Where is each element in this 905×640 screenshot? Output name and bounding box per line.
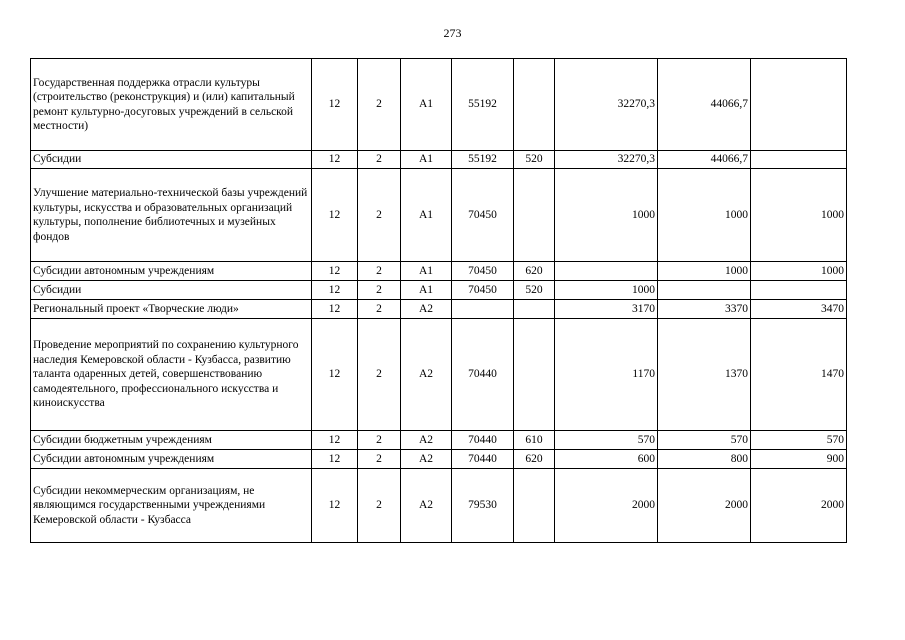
table-row [31,319,847,431]
code-cell: 55192 [452,151,514,169]
subsection-cell: 2 [358,431,401,450]
program-cell: А2 [401,469,452,543]
value-3-cell: 1470 [751,319,847,431]
value-1-cell: 3170 [555,300,658,319]
section-cell: 12 [312,450,358,469]
value-1-cell: 1170 [555,319,658,431]
section-cell: 12 [312,59,358,151]
code-cell: 70440 [452,431,514,450]
table-row [31,281,847,300]
value-2-cell: 44066,7 [658,59,751,151]
table-row [31,59,847,151]
value-3-cell [751,59,847,151]
row-name: Субсидии некоммерческим организациям, не являющимся государственными учреждениями Кемеровской области - Кузбасса [31,469,312,543]
value-2-cell: 3370 [658,300,751,319]
code-cell: 55192 [452,59,514,151]
code-cell: 70450 [452,262,514,281]
value-3-cell: 570 [751,431,847,450]
section-cell: 12 [312,262,358,281]
row-name: Субсидии автономным учреждениям [31,450,312,469]
program-cell: А2 [401,450,452,469]
table-row [31,450,847,469]
value-1-cell: 1000 [555,169,658,262]
subsection-cell: 2 [358,319,401,431]
code-cell: 70440 [452,319,514,431]
table-row [31,262,847,281]
program-cell: А1 [401,281,452,300]
subsection-cell: 2 [358,469,401,543]
subsection-cell: 2 [358,151,401,169]
subsection-cell: 2 [358,169,401,262]
value-3-cell [751,281,847,300]
program-cell: А1 [401,262,452,281]
type-cell [514,169,555,262]
page-number: 273 [443,26,462,40]
subsection-cell: 2 [358,300,401,319]
value-1-cell: 570 [555,431,658,450]
value-3-cell: 1000 [751,169,847,262]
section-cell: 12 [312,319,358,431]
code-cell: 70450 [452,281,514,300]
value-1-cell: 2000 [555,469,658,543]
value-1-cell: 1000 [555,281,658,300]
section-cell: 12 [312,469,358,543]
row-name: Проведение мероприятий по сохранению культурного наследия Кемеровской области - Кузбасса, развитию таланта одаренных детей, совершенствованию самодеятельного, профессионального искусства и киноискусства [31,319,312,431]
table-row [31,151,847,169]
type-cell [514,319,555,431]
section-cell: 12 [312,431,358,450]
budget-table [30,58,847,543]
value-3-cell: 2000 [751,469,847,543]
value-2-cell: 44066,7 [658,151,751,169]
value-2-cell [658,281,751,300]
value-2-cell: 570 [658,431,751,450]
type-cell [514,300,555,319]
value-1-cell: 32270,3 [555,151,658,169]
subsection-cell: 2 [358,262,401,281]
table-row [31,431,847,450]
subsection-cell: 2 [358,450,401,469]
table-row [31,169,847,262]
subsection-cell: 2 [358,281,401,300]
program-cell: А2 [401,319,452,431]
value-2-cell: 1000 [658,262,751,281]
program-cell: А1 [401,169,452,262]
program-cell: А1 [401,151,452,169]
row-name: Субсидии бюджетным учреждениям [31,431,312,450]
code-cell: 70450 [452,169,514,262]
code-cell [452,300,514,319]
value-1-cell: 32270,3 [555,59,658,151]
row-name: Улучшение материально-технической базы учреждений культуры, искусства и образовательных организаций культуры, пополнение библиотечных и музейных фондов [31,169,312,262]
value-3-cell: 3470 [751,300,847,319]
row-name: Субсидии автономным учреждениям [31,262,312,281]
value-1-cell [555,262,658,281]
subsection-cell: 2 [358,59,401,151]
section-cell: 12 [312,169,358,262]
section-cell: 12 [312,151,358,169]
value-2-cell: 800 [658,450,751,469]
type-cell: 520 [514,151,555,169]
type-cell: 610 [514,431,555,450]
program-cell: А2 [401,300,452,319]
value-2-cell: 1000 [658,169,751,262]
type-cell [514,469,555,543]
section-cell: 12 [312,281,358,300]
value-1-cell: 600 [555,450,658,469]
code-cell: 70440 [452,450,514,469]
table-row [31,300,847,319]
value-3-cell: 900 [751,450,847,469]
program-cell: А1 [401,59,452,151]
code-cell: 79530 [452,469,514,543]
row-name: Субсидии [31,281,312,300]
value-3-cell: 1000 [751,262,847,281]
section-cell: 12 [312,300,358,319]
row-name: Субсидии [31,151,312,169]
row-name: Региональный проект «Творческие люди» [31,300,312,319]
row-name: Государственная поддержка отрасли культуры (строительство (реконструкция) и (или) капитальный ремонт культурно-досуговых учреждений в сельской местности) [31,59,312,151]
type-cell: 620 [514,262,555,281]
value-2-cell: 2000 [658,469,751,543]
type-cell: 520 [514,281,555,300]
type-cell: 620 [514,450,555,469]
type-cell [514,59,555,151]
table-row [31,469,847,543]
program-cell: А2 [401,431,452,450]
value-3-cell [751,151,847,169]
value-2-cell: 1370 [658,319,751,431]
